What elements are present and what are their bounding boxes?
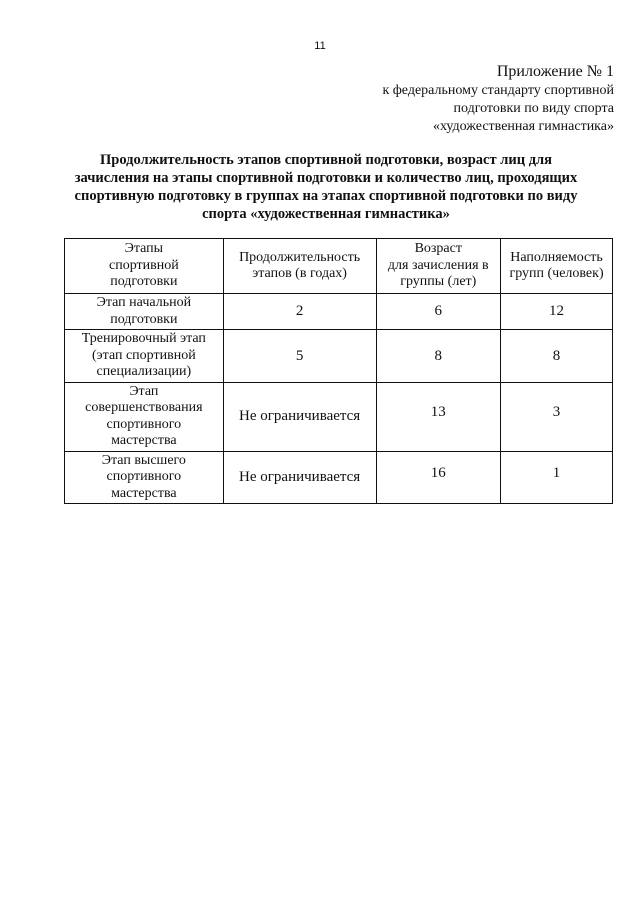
age-cell: [376, 382, 501, 451]
table-row: [65, 294, 613, 330]
occupancy-value: 1: [552, 465, 561, 481]
duration-cell: 2: [223, 294, 376, 330]
document-title: [40, 151, 612, 223]
stage-name-line: подготовки: [110, 311, 178, 327]
stage-name-line: Тренировочный этап: [81, 331, 206, 346]
header-occupancy-line: Наполняемость: [510, 249, 603, 265]
title-line-3: спортивную подготовку в группах на этапах спортивной подготовки по виду: [74, 188, 578, 204]
header-occupancy-line: групп (человек): [509, 266, 604, 281]
occupancy-cell: [501, 382, 613, 451]
stage-name-line: спортивного: [106, 416, 182, 432]
duration-cell: Не ограничивается: [223, 451, 376, 504]
stage-name-cell: [65, 451, 224, 504]
header-duration: [223, 239, 376, 294]
title-line-4: спорта «художественная гимнастика»: [202, 206, 450, 222]
stage-name-line: мастерства: [111, 485, 177, 501]
occupancy-cell: [501, 451, 613, 504]
stage-name-line: (этап спортивной: [91, 347, 196, 363]
table-row: [65, 451, 613, 504]
occupancy-cell: 8: [501, 330, 613, 383]
occupancy-cell: 12: [501, 294, 613, 330]
title-line-2: зачисления на этапы спортивной подготовки и количество лиц, проходящих: [74, 170, 578, 186]
stage-name-cell: [65, 382, 224, 451]
appendix-line-3: подготовки по виду спорта: [453, 101, 614, 116]
stage-name-line: специализации): [96, 364, 192, 379]
stage-name-line: Этап начальной: [96, 295, 192, 310]
age-cell: 6: [376, 294, 501, 330]
header-age-line: Возраст: [414, 241, 462, 257]
stage-name-line: Этап: [129, 383, 159, 399]
occupancy-value: 3: [552, 404, 561, 421]
header-age-line: для зачисления в: [387, 257, 489, 273]
duration-cell: Не ограничивается: [223, 382, 376, 451]
stage-name-cell: [65, 330, 224, 383]
duration-cell: 5: [223, 330, 376, 383]
header-age-line: группы (лет): [400, 274, 477, 290]
age-value: 13: [430, 404, 446, 421]
header-stages-line: Этапы: [124, 241, 164, 257]
stage-name-line: мастерства: [111, 433, 177, 448]
stage-name-line: Этап высшего: [101, 452, 186, 468]
appendix-number: Приложение № 1: [496, 63, 614, 80]
title-line-1: Продолжительность этапов спортивной подготовки, возраст лиц для: [99, 152, 553, 168]
stage-name-line: совершенствования: [85, 400, 203, 415]
header-duration-line: Продолжительность: [239, 249, 361, 265]
age-value: 16: [430, 465, 446, 481]
appendix-line-4: «художественная гимнастика»: [432, 119, 614, 134]
header-occupancy: [501, 239, 613, 294]
header-age: [376, 239, 501, 294]
table-header-row: [65, 239, 613, 294]
header-duration-line: этапов (в годах): [252, 266, 347, 281]
table-row: [65, 382, 613, 451]
appendix-block: [382, 62, 614, 136]
stage-name-cell: [65, 294, 224, 330]
table-row: [65, 330, 613, 383]
age-cell: 8: [376, 330, 501, 383]
header-stages-line: спортивной: [108, 257, 179, 273]
stage-name-line: спортивного: [106, 469, 182, 484]
stages-table: [64, 238, 613, 504]
appendix-line-2: к федеральному стандарту спортивной: [382, 83, 614, 98]
header-stages-line: подготовки: [110, 274, 178, 290]
page-number: 11: [314, 40, 326, 52]
header-stages: [65, 239, 224, 294]
age-cell: [376, 451, 501, 504]
